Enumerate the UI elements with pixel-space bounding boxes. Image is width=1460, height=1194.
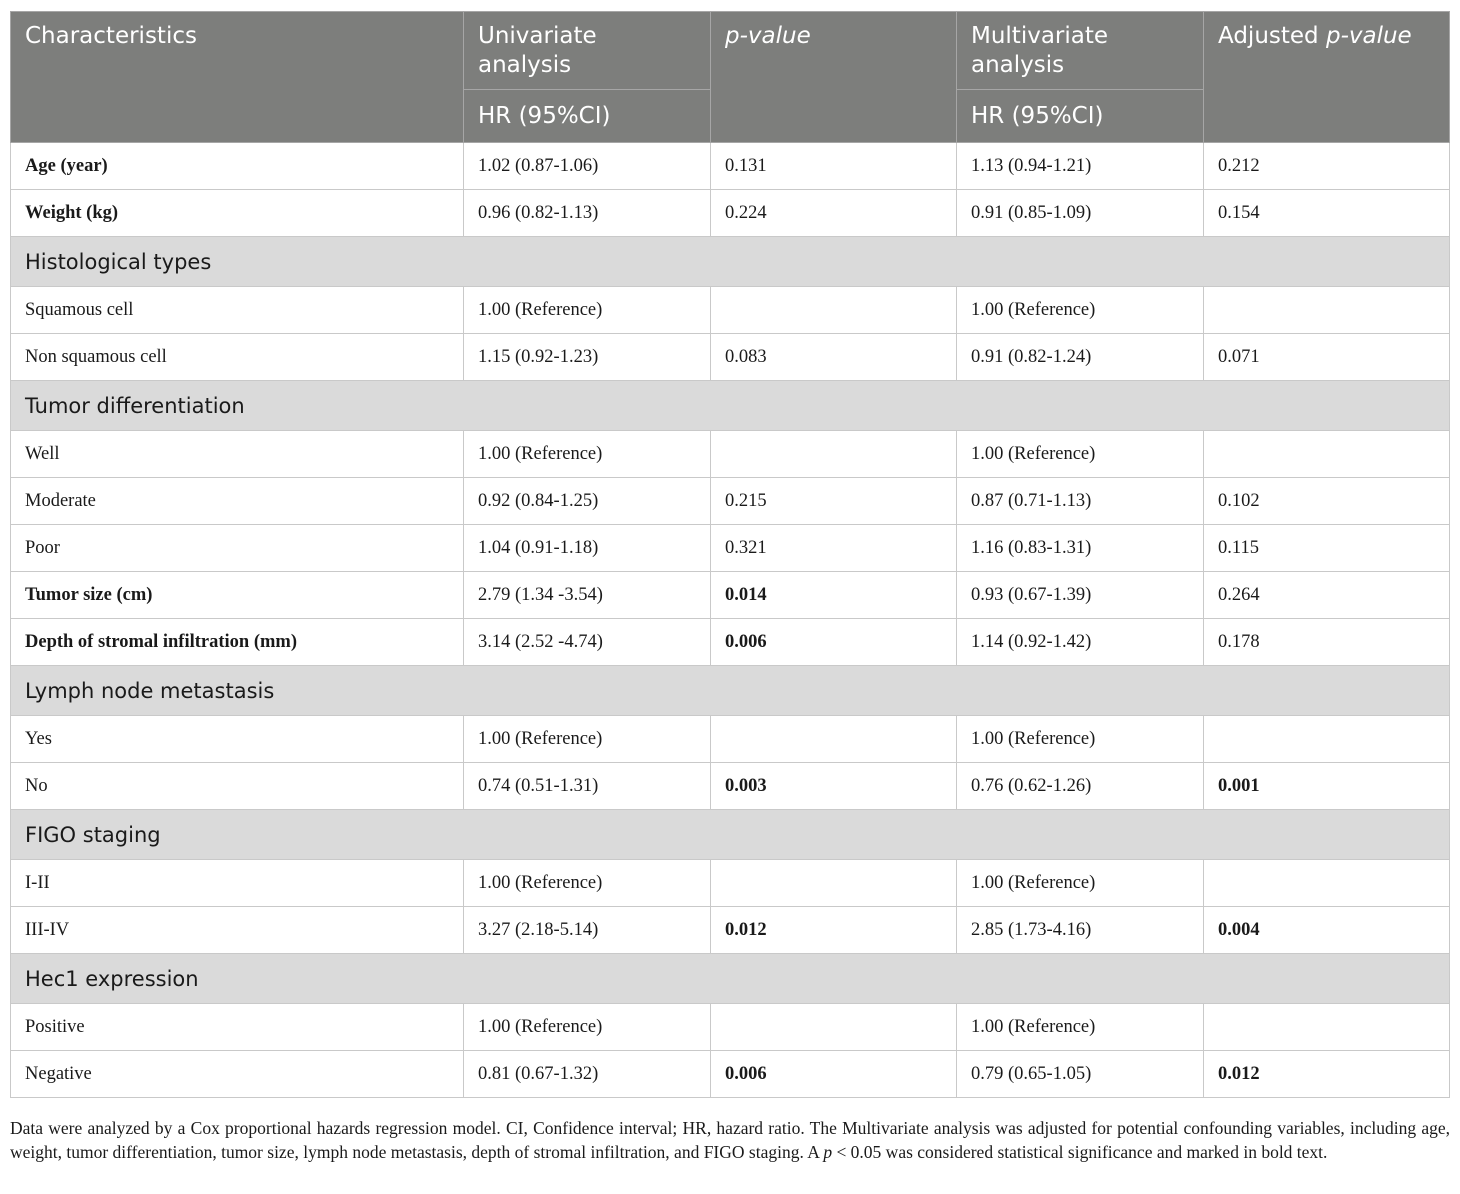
pvalue-cell: 0.003: [711, 763, 957, 810]
pvalue-cell: [711, 287, 957, 334]
pvalue-cell: 0.083: [711, 334, 957, 381]
group-label: FIGO staging: [11, 810, 1450, 860]
header-pvalue-text: p-value: [725, 23, 811, 49]
univariate-hr-cell: 2.79 (1.34 -3.54): [464, 572, 711, 619]
adjusted-pvalue-cell: 0.154: [1204, 190, 1450, 237]
header-adjusted-italic: p-value: [1325, 23, 1412, 49]
header-adjusted-pvalue: [1204, 12, 1450, 143]
table-row: [11, 190, 1450, 237]
table-row: [11, 478, 1450, 525]
univariate-hr-cell: 1.00 (Reference): [464, 287, 711, 334]
table-row: [11, 143, 1450, 190]
table-row: [11, 907, 1450, 954]
characteristic-cell: Moderate: [11, 478, 464, 525]
header-multivariate: Multivariate analysis: [957, 12, 1204, 90]
table-header: [11, 12, 1450, 143]
characteristic-cell: Depth of stromal infiltration (mm): [11, 619, 464, 666]
multivariate-hr-cell: 1.16 (0.83-1.31): [957, 525, 1204, 572]
pvalue-cell: 0.012: [711, 907, 957, 954]
pvalue-cell: [711, 1004, 957, 1051]
univariate-hr-cell: 0.74 (0.51-1.31): [464, 763, 711, 810]
adjusted-pvalue-cell: [1204, 431, 1450, 478]
group-label: Hec1 expression: [11, 954, 1450, 1004]
group-header-row: [11, 954, 1450, 1004]
adjusted-pvalue-cell: [1204, 860, 1450, 907]
table-row: [11, 1051, 1450, 1098]
univariate-hr-cell: 3.14 (2.52 -4.74): [464, 619, 711, 666]
univariate-hr-cell: 0.92 (0.84-1.25): [464, 478, 711, 525]
header-characteristics: Characteristics: [11, 12, 464, 143]
adjusted-pvalue-cell: 0.012: [1204, 1051, 1450, 1098]
characteristic-cell: I-II: [11, 860, 464, 907]
pvalue-cell: [711, 860, 957, 907]
header-hr-multivariate: HR (95%CI): [957, 90, 1204, 143]
table-row: [11, 716, 1450, 763]
multivariate-hr-cell: 0.87 (0.71-1.13): [957, 478, 1204, 525]
characteristic-cell: Age (year): [11, 143, 464, 190]
univariate-hr-cell: 1.00 (Reference): [464, 860, 711, 907]
multivariate-hr-cell: 2.85 (1.73-4.16): [957, 907, 1204, 954]
characteristic-cell: Poor: [11, 525, 464, 572]
pvalue-cell: 0.224: [711, 190, 957, 237]
group-label: Histological types: [11, 237, 1450, 287]
multivariate-hr-cell: 0.79 (0.65-1.05): [957, 1051, 1204, 1098]
univariate-hr-cell: 1.00 (Reference): [464, 1004, 711, 1051]
characteristic-cell: Positive: [11, 1004, 464, 1051]
pvalue-cell: 0.215: [711, 478, 957, 525]
adjusted-pvalue-cell: 0.102: [1204, 478, 1450, 525]
multivariate-hr-cell: 1.00 (Reference): [957, 1004, 1204, 1051]
adjusted-pvalue-cell: 0.071: [1204, 334, 1450, 381]
table-row: [11, 572, 1450, 619]
characteristic-cell: Weight (kg): [11, 190, 464, 237]
header-hr-univariate: HR (95%CI): [464, 90, 711, 143]
adjusted-pvalue-cell: 0.264: [1204, 572, 1450, 619]
group-header-row: [11, 237, 1450, 287]
adjusted-pvalue-cell: 0.001: [1204, 763, 1450, 810]
table-row: [11, 1004, 1450, 1051]
multivariate-hr-cell: 1.00 (Reference): [957, 287, 1204, 334]
adjusted-pvalue-cell: 0.212: [1204, 143, 1450, 190]
table-row: [11, 860, 1450, 907]
pvalue-cell: [711, 431, 957, 478]
pvalue-cell: 0.006: [711, 1051, 957, 1098]
characteristic-cell: Tumor size (cm): [11, 572, 464, 619]
characteristic-cell: Negative: [11, 1051, 464, 1098]
multivariate-hr-cell: 1.13 (0.94-1.21): [957, 143, 1204, 190]
multivariate-hr-cell: 1.00 (Reference): [957, 860, 1204, 907]
footnote-text-before: Data were analyzed by a Cox proportional hazards regression model. CI, Confidence interval; HR, hazard ratio. The Multivariate analysis was adjusted for potential confounding variables, including age, weight, tumor differentiation, tumor size, lymph node metastasis, depth of stromal infiltration, and FIGO staging. A: [10, 1118, 1450, 1162]
univariate-hr-cell: 0.96 (0.82-1.13): [464, 190, 711, 237]
group-label: Lymph node metastasis: [11, 666, 1450, 716]
table-row: [11, 763, 1450, 810]
results-table: [10, 11, 1450, 1098]
table-row: [11, 431, 1450, 478]
table-row: [11, 334, 1450, 381]
table-row: [11, 619, 1450, 666]
characteristic-cell: Well: [11, 431, 464, 478]
group-header-row: [11, 666, 1450, 716]
adjusted-pvalue-cell: [1204, 716, 1450, 763]
group-header-row: [11, 381, 1450, 431]
group-label: Tumor differentiation: [11, 381, 1450, 431]
adjusted-pvalue-cell: 0.004: [1204, 907, 1450, 954]
header-univariate: Univariate analysis: [464, 12, 711, 90]
univariate-hr-cell: 1.04 (0.91-1.18): [464, 525, 711, 572]
table-row: [11, 287, 1450, 334]
multivariate-hr-cell: 0.91 (0.82-1.24): [957, 334, 1204, 381]
characteristic-cell: Non squamous cell: [11, 334, 464, 381]
pvalue-cell: 0.006: [711, 619, 957, 666]
characteristic-cell: No: [11, 763, 464, 810]
footnote-text-after: < 0.05 was considered statistical significance and marked in bold text.: [832, 1142, 1328, 1162]
univariate-hr-cell: 0.81 (0.67-1.32): [464, 1051, 711, 1098]
table-body: [11, 143, 1450, 1098]
univariate-hr-cell: 1.00 (Reference): [464, 431, 711, 478]
univariate-hr-cell: 1.15 (0.92-1.23): [464, 334, 711, 381]
header-adjusted-prefix: Adjusted: [1218, 23, 1326, 49]
characteristic-cell: Squamous cell: [11, 287, 464, 334]
adjusted-pvalue-cell: [1204, 1004, 1450, 1051]
characteristic-cell: III-IV: [11, 907, 464, 954]
multivariate-hr-cell: 0.91 (0.85-1.09): [957, 190, 1204, 237]
univariate-hr-cell: 1.00 (Reference): [464, 716, 711, 763]
univariate-hr-cell: 3.27 (2.18-5.14): [464, 907, 711, 954]
pvalue-cell: 0.131: [711, 143, 957, 190]
table-footnote: [10, 1116, 1450, 1164]
adjusted-pvalue-cell: [1204, 287, 1450, 334]
multivariate-hr-cell: 0.93 (0.67-1.39): [957, 572, 1204, 619]
adjusted-pvalue-cell: 0.115: [1204, 525, 1450, 572]
header-pvalue: [711, 12, 957, 143]
multivariate-hr-cell: 1.14 (0.92-1.42): [957, 619, 1204, 666]
characteristic-cell: Yes: [11, 716, 464, 763]
adjusted-pvalue-cell: 0.178: [1204, 619, 1450, 666]
table-row: [11, 525, 1450, 572]
multivariate-hr-cell: 1.00 (Reference): [957, 716, 1204, 763]
multivariate-hr-cell: 0.76 (0.62-1.26): [957, 763, 1204, 810]
pvalue-cell: 0.014: [711, 572, 957, 619]
multivariate-hr-cell: 1.00 (Reference): [957, 431, 1204, 478]
univariate-hr-cell: 1.02 (0.87-1.06): [464, 143, 711, 190]
footnote-p-italic: p: [823, 1142, 833, 1162]
pvalue-cell: [711, 716, 957, 763]
pvalue-cell: 0.321: [711, 525, 957, 572]
group-header-row: [11, 810, 1450, 860]
